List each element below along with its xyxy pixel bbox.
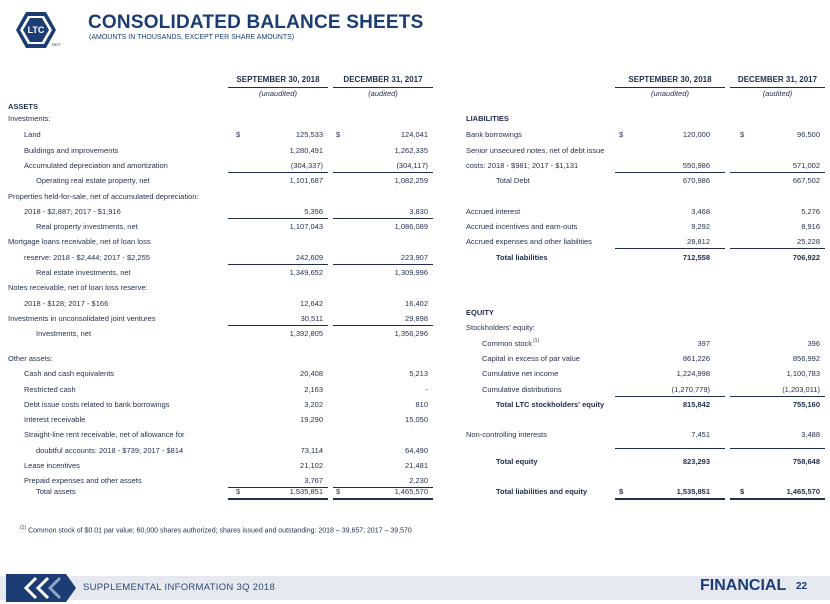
row-value: 73,114 <box>300 446 323 455</box>
row-value: 29,898 <box>405 314 428 323</box>
table-row <box>466 322 820 334</box>
currency-symbol: $ <box>619 130 624 139</box>
row-value: 5,356 <box>304 207 323 216</box>
col-header-left-1: SEPTEMBER 30, 2018 <box>236 75 320 84</box>
table-row <box>8 145 428 157</box>
table-row <box>8 298 428 310</box>
col-header-left-2: DECEMBER 31, 2017 <box>343 75 423 84</box>
rule-line <box>228 218 328 219</box>
row-value: 670,986 <box>682 176 710 185</box>
footnote <box>20 525 412 534</box>
currency-symbol: $ <box>740 130 745 139</box>
row-value: 1,262,335 <box>394 146 428 155</box>
row-value: 3,830 <box>409 207 428 216</box>
table-row <box>466 307 820 319</box>
row-label: LIABILITIES <box>466 114 509 123</box>
table-row <box>8 267 428 279</box>
rule-line <box>615 448 725 449</box>
row-value: 3,202 <box>304 400 323 409</box>
row-value: 242,609 <box>295 253 323 262</box>
row-value: 1,465,570 <box>786 487 820 496</box>
row-value: 2,230 <box>409 476 428 485</box>
row-label: Cumulative distributions <box>482 385 562 394</box>
row-label: Accrued incentives and earn-outs <box>466 222 578 231</box>
table-row <box>466 399 820 411</box>
row-value: 15,050 <box>405 415 428 424</box>
row-value: 2,163 <box>304 385 323 394</box>
currency-symbol: $ <box>336 487 341 496</box>
currency-symbol: $ <box>336 130 341 139</box>
row-value: 125,533 <box>295 130 323 139</box>
row-value: (304,117) <box>396 161 428 170</box>
row-value: 861,226 <box>682 354 710 363</box>
rule-line <box>615 172 725 173</box>
row-value: 9,292 <box>691 222 710 231</box>
rule-line <box>228 325 328 326</box>
currency-symbol: $ <box>740 487 745 496</box>
rule-line <box>333 172 433 173</box>
row-label: Capital in excess of par value <box>482 354 580 363</box>
row-label: 2018 - $128; 2017 - $166 <box>24 299 109 308</box>
rule-line <box>333 498 433 500</box>
table-row <box>466 368 820 380</box>
row-label: Accrued interest <box>466 207 521 216</box>
row-value: 1,107,043 <box>289 222 323 231</box>
row-label: doubtful accounts: 2018 - $739; 2017 - $814 <box>36 446 184 455</box>
col-sub-right-1: (unaudited) <box>651 89 689 98</box>
row-value: 571,002 <box>792 161 820 170</box>
row-label: Accrued expenses and other liabilities <box>466 237 592 246</box>
rule-line <box>730 172 825 173</box>
rule-line <box>333 325 433 326</box>
row-value: 30,511 <box>300 314 323 323</box>
rule-line <box>228 172 328 173</box>
table-row <box>8 445 428 457</box>
row-value: 21,102 <box>300 461 323 470</box>
row-value: 1,349,652 <box>289 268 323 277</box>
row-label: Total equity <box>496 457 538 466</box>
table-row <box>8 175 428 187</box>
row-value: (304,337) <box>290 161 323 170</box>
table-row <box>8 486 428 498</box>
col-sub-right-2: (audited) <box>762 89 793 98</box>
table-row <box>466 384 820 396</box>
row-value: 1,100,783 <box>786 369 820 378</box>
row-value: 755,160 <box>792 400 820 409</box>
row-value: 5,276 <box>801 207 820 216</box>
ltc-logo <box>12 8 80 52</box>
table-row <box>466 145 820 157</box>
row-value: 25,228 <box>797 237 820 246</box>
table-row <box>466 429 820 441</box>
table-row <box>8 129 428 141</box>
row-label: Cumulative net income <box>482 369 559 378</box>
row-value: 1,224,998 <box>676 369 710 378</box>
row-value: 815,842 <box>682 400 710 409</box>
row-value: 5,213 <box>409 369 428 378</box>
row-value: 12,642 <box>300 299 323 308</box>
row-value: 124,041 <box>400 130 428 139</box>
row-label: Stockholders' equity: <box>466 323 535 332</box>
table-row <box>8 384 428 396</box>
row-label: Non-controlling interests <box>466 430 547 439</box>
rule-line <box>730 448 825 449</box>
row-value: 758,648 <box>792 457 820 466</box>
row-label: costs: 2018 - $981; 2017 - $1,131 <box>466 161 579 170</box>
table-row <box>466 353 820 365</box>
row-value: 1,392,805 <box>289 329 323 338</box>
currency-symbol: $ <box>236 487 241 496</box>
page-title: CONSOLIDATED BALANCE SHEETS <box>88 12 424 33</box>
row-value: 823,293 <box>682 457 710 466</box>
row-label: Interest receivable <box>24 415 86 424</box>
row-label: Senior unsecured notes, net of debt issue <box>466 146 605 155</box>
table-row <box>8 353 428 365</box>
col-sub-left-2: (audited) <box>368 89 398 98</box>
table-row <box>8 191 428 203</box>
table-row <box>8 236 428 248</box>
row-label: Cash and cash equivalents <box>24 369 115 378</box>
row-value: 667,502 <box>792 176 820 185</box>
row-value: 856,992 <box>792 354 820 363</box>
row-value: 19,290 <box>300 415 323 424</box>
currency-symbol: $ <box>619 487 624 496</box>
row-label: Total Debt <box>496 176 530 185</box>
row-label: Notes receivable, net of loan loss reserve: <box>8 283 148 292</box>
assets-heading-label: ASSETS <box>8 102 39 111</box>
row-label: Total liabilities and equity <box>496 487 588 496</box>
row-value: 20,408 <box>300 369 323 378</box>
currency-symbol: $ <box>236 130 241 139</box>
header-rule <box>228 87 328 88</box>
footer-text: SUPPLEMENTAL INFORMATION 3Q 2018 <box>83 582 276 593</box>
row-value: 8,916 <box>801 222 820 231</box>
footnote-ref: (1) <box>533 338 540 344</box>
table-row <box>8 160 428 172</box>
rule-line <box>228 264 328 265</box>
table-row <box>8 206 428 218</box>
table-row <box>8 113 428 125</box>
row-label: Real estate investments, net <box>36 268 131 277</box>
table-row <box>466 338 820 350</box>
row-value: 712,558 <box>682 253 710 262</box>
rule-line <box>228 498 328 500</box>
row-value: 1,086,089 <box>394 222 428 231</box>
footnote-text: Common stock of $0.01 par value; 60,000 shares authorized; shares issued and outstanding: 2018 – 39,657; 2017 – 39,570 <box>28 527 412 535</box>
row-value: 810 <box>415 400 428 409</box>
row-value: 28,812 <box>687 237 710 246</box>
rule-line <box>730 396 825 397</box>
row-label: Investments in unconsolidated joint ventures <box>8 314 156 323</box>
row-value: 64,490 <box>405 446 428 455</box>
row-value: 396 <box>807 339 820 348</box>
assets-heading <box>8 101 108 113</box>
col-header-right-2: DECEMBER 31, 2017 <box>737 75 818 84</box>
table-row <box>466 252 820 264</box>
row-label: Debt issue costs related to bank borrowings <box>24 400 170 409</box>
row-value: 120,000 <box>682 130 710 139</box>
row-value: 550,986 <box>682 161 710 170</box>
row-label: Investments, net <box>36 329 92 338</box>
table-row <box>466 236 820 248</box>
header-rule <box>615 87 725 88</box>
row-value: 397 <box>697 339 710 348</box>
rule-line <box>333 218 433 219</box>
rule-line <box>730 498 825 500</box>
logo-sub: REIT <box>52 42 62 47</box>
row-value: 16,402 <box>405 299 428 308</box>
row-label: Total assets <box>36 487 76 496</box>
row-label: Investments: <box>8 114 51 123</box>
row-value: 1,465,570 <box>394 487 428 496</box>
row-label: Straight-line rent receivable, net of allowance for <box>24 430 185 439</box>
row-label: Total LTC stockholders' equity <box>496 400 605 409</box>
rule-line <box>615 248 725 249</box>
row-label: Real property investments, net <box>36 222 138 231</box>
row-label: Buildings and improvements <box>24 146 119 155</box>
page-subtitle: (AMOUNTS IN THOUSANDS, EXCEPT PER SHARE AMOUNTS) <box>89 34 295 41</box>
table-row <box>466 129 820 141</box>
header-rule <box>730 87 825 88</box>
row-label: Other assets: <box>8 354 53 363</box>
footer-section: FINANCIAL <box>700 577 787 594</box>
row-value: 7,451 <box>691 430 710 439</box>
row-value: (1,203,011) <box>782 385 820 394</box>
row-value: 1,082,259 <box>394 176 428 185</box>
row-value: 3,488 <box>801 430 820 439</box>
logo-text: LTC <box>27 25 45 35</box>
row-label: Mortgage loans receivable, net of loan loss <box>8 237 151 246</box>
table-row <box>8 328 428 340</box>
rule-line <box>615 396 725 397</box>
table-row <box>466 456 820 468</box>
row-label: Restricted cash <box>24 385 76 394</box>
row-label: reserve: 2018 - $2,444; 2017 - $2,255 <box>24 253 150 262</box>
table-row <box>8 414 428 426</box>
table-row <box>8 368 428 380</box>
table-row <box>8 429 428 441</box>
row-label: Land <box>24 130 41 139</box>
page-number: 22 <box>796 581 808 592</box>
row-label: Operating real estate property, net <box>36 176 150 185</box>
rule-line <box>333 264 433 265</box>
row-label: 2018 - $2,887; 2017 - $1,916 <box>24 207 121 216</box>
rule-line <box>615 498 725 500</box>
table-row <box>8 313 428 325</box>
row-value: 3,468 <box>691 207 710 216</box>
row-value: 1,280,491 <box>289 146 323 155</box>
table-row <box>466 221 820 233</box>
table-row <box>8 252 428 264</box>
row-label: Total liabilities <box>496 253 548 262</box>
row-value: 1,356,296 <box>394 329 428 338</box>
table-row <box>8 399 428 411</box>
row-label: Accumulated depreciation and amortization <box>24 161 168 170</box>
row-value: 1,309,996 <box>394 268 428 277</box>
row-label: Lease incentives <box>24 461 80 470</box>
table-row <box>466 175 820 187</box>
row-value: - <box>425 385 428 394</box>
row-label: Common stock <box>482 339 533 348</box>
footnote-marker: (1) <box>20 525 27 531</box>
row-value: 223,907 <box>400 253 428 262</box>
col-header-right-1: SEPTEMBER 30, 2018 <box>628 75 712 84</box>
header-rule <box>333 87 433 88</box>
col-sub-left-1: (unaudited) <box>259 89 297 98</box>
row-value: 21,481 <box>405 461 428 470</box>
row-label: EQUITY <box>466 308 494 317</box>
table-row <box>8 221 428 233</box>
row-value: 1,535,851 <box>289 487 323 496</box>
row-label: Prepaid expenses and other assets <box>24 476 142 485</box>
row-value: 706,922 <box>792 253 820 262</box>
page-footer <box>0 571 830 604</box>
table-row <box>8 460 428 472</box>
row-value: 1,535,851 <box>676 487 710 496</box>
row-value: (1,270,779) <box>671 385 710 394</box>
row-label: Bank borrowings <box>466 130 522 139</box>
chevron-graphic-icon <box>6 574 76 602</box>
table-row <box>466 206 820 218</box>
rule-line <box>730 248 825 249</box>
row-value: 96,500 <box>797 130 820 139</box>
table-row <box>466 486 820 498</box>
row-label: Properties held-for-sale, net of accumulated depreciation: <box>8 192 199 201</box>
table-row <box>466 160 820 172</box>
row-value: 1,101,687 <box>289 176 323 185</box>
table-row <box>466 113 820 125</box>
row-value: 3,767 <box>304 476 323 485</box>
table-row <box>8 282 428 294</box>
